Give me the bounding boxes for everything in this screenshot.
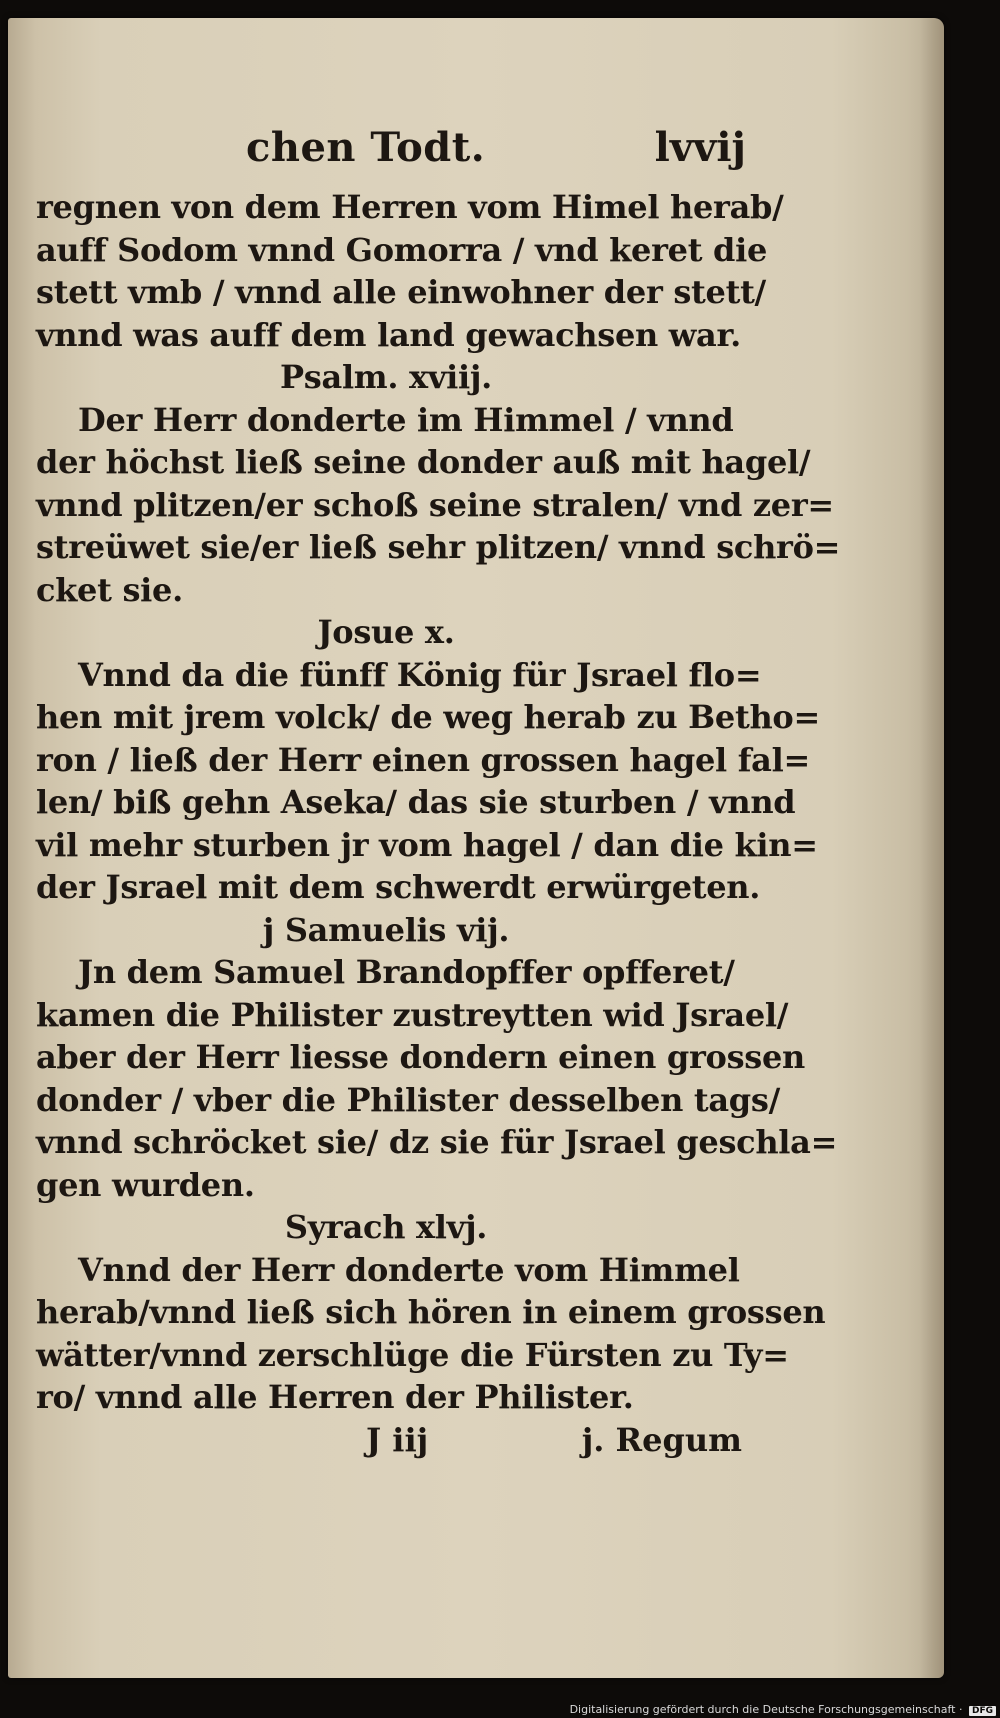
signature-mark: J iij xyxy=(366,1420,429,1459)
page-edge-shadow xyxy=(920,18,944,1678)
text-line: Der Herr donderte im Himmel / vnnd xyxy=(78,400,734,439)
text-line: der höchst ließ seine donder auß mit hagel/ xyxy=(36,443,811,481)
text-line: kamen die Philister zustreytten wid Jsrael/ xyxy=(36,995,789,1034)
text-line: Jn dem Samuel Brandopffer opfferet/ xyxy=(78,953,735,991)
text-line: gen wurden. xyxy=(36,1165,255,1204)
running-head-title: chen Todt. xyxy=(246,124,486,171)
section-heading: Syrach xlvj. xyxy=(284,1208,488,1246)
dfg-logo: DFG xyxy=(969,1706,996,1716)
page-footer xyxy=(36,1420,742,1471)
folio-number: lvvij xyxy=(654,124,746,171)
text-line: vnnd schröcket sie/ dz sie für Jsrael geschla= xyxy=(36,1123,838,1161)
text-line: wätter/vnnd zerschlüge die Fürsten zu Ty= xyxy=(36,1335,789,1374)
text-line: aber der Herr liesse dondern einen grossen xyxy=(36,1038,806,1076)
text-line: vnnd plitzen/er schoß seine stralen/ vnd zer= xyxy=(36,485,834,524)
credit-text: Digitalisierung gefördert durch die Deutsche Forschungsgemeinschaft · xyxy=(569,1703,963,1716)
section-heading: Psalm. xviij. xyxy=(280,358,492,396)
text-line: Vnnd der Herr donderte vom Himmel xyxy=(78,1250,740,1289)
text-line: Vnnd da die fünff König für Jsrael flo= xyxy=(78,655,762,694)
text-line: regnen von dem Herren vom Himel herab/ xyxy=(36,188,784,226)
book-page xyxy=(8,18,944,1678)
text-line: streüwet sie/er ließ sehr plitzen/ vnnd schrö= xyxy=(36,528,841,566)
text-line: donder / vber die Philister desselben tags/ xyxy=(36,1080,780,1119)
section-heading: j Samuelis vij. xyxy=(262,910,510,949)
text-line: vil mehr sturben jr vom hagel / dan die kin= xyxy=(36,825,818,864)
catchword: j. Regum xyxy=(581,1420,742,1459)
text-block xyxy=(36,110,841,1471)
running-head xyxy=(36,110,746,186)
text-line: stett vmb / vnnd alle einwohner der stett/ xyxy=(36,273,766,311)
text-line: ron / ließ der Herr einen grossen hagel fal= xyxy=(36,740,810,779)
digitization-credit xyxy=(570,1703,996,1716)
section-heading: Josue x. xyxy=(317,613,455,651)
text-line: hen mit jrem volck/ de weg herab zu Betho= xyxy=(36,698,820,736)
text-line: vnnd was auff dem land gewachsen war. xyxy=(36,315,741,354)
text-line: len/ biß gehn Aseka/ das sie sturben / vnnd xyxy=(36,783,796,821)
text-line: herab/vnnd ließ sich hören in einem grossen xyxy=(36,1293,826,1331)
text-line: cket sie. xyxy=(36,570,183,609)
text-line: auff Sodom vnnd Gomorra / vnd keret die xyxy=(36,230,768,269)
text-line: der Jsrael mit dem schwerdt erwürgeten. xyxy=(36,868,761,906)
text-line: ro/ vnnd alle Herren der Philister. xyxy=(36,1378,634,1416)
